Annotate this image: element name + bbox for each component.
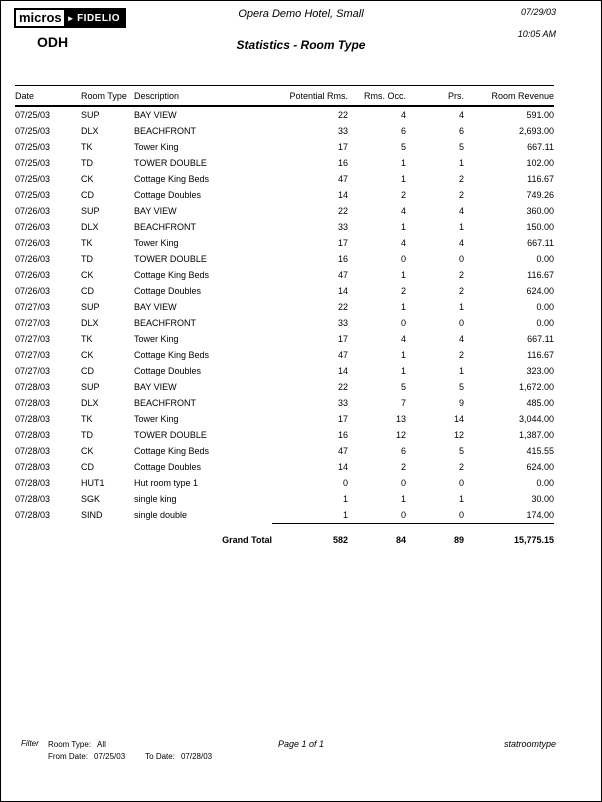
- table-cell: 0.00: [536, 478, 554, 488]
- hotel-name: Opera Demo Hotel, Small: [238, 8, 364, 20]
- page-number: Page 1 of 1: [277, 739, 325, 749]
- filter-label: Filter: [21, 739, 39, 748]
- table-cell: 07/27/03: [15, 302, 51, 312]
- table-row: [15, 411, 554, 427]
- table-row: [15, 363, 554, 379]
- table-row: [15, 347, 554, 363]
- table-cell: BAY VIEW: [134, 206, 177, 216]
- table-cell: 0: [458, 478, 464, 488]
- table-cell: 6: [400, 126, 406, 136]
- table-cell: 1,387.00: [518, 430, 554, 440]
- table-cell: CK: [81, 446, 94, 456]
- table-cell: 07/26/03: [15, 286, 51, 296]
- table-row: [15, 299, 554, 315]
- table-cell: 667.11: [527, 334, 554, 344]
- table-cell: 16: [337, 430, 348, 440]
- table-cell: 07/28/03: [15, 430, 51, 440]
- arrow-icon: ►: [66, 13, 76, 23]
- table-cell: 07/25/03: [15, 110, 51, 120]
- table-cell: 07/26/03: [15, 222, 51, 232]
- table-cell: 624.00: [526, 462, 554, 472]
- table-cell: CD: [81, 190, 94, 200]
- table-cell: 2: [458, 174, 464, 184]
- table-cell: 1: [400, 366, 406, 376]
- table-cell: 624.00: [526, 286, 554, 296]
- table-row: [15, 427, 554, 443]
- table-cell: Cottage Doubles: [134, 366, 202, 376]
- table-cell: 1: [458, 302, 464, 312]
- table-cell: 1: [342, 494, 348, 504]
- table-cell: 116.67: [527, 270, 554, 280]
- table-cell: 07/28/03: [15, 414, 51, 424]
- table-cell: BEACHFRONT: [134, 318, 197, 328]
- table-row: [15, 106, 554, 123]
- table-cell: CD: [81, 462, 94, 472]
- table-row: [15, 155, 554, 171]
- table-cell: 07/27/03: [15, 334, 51, 344]
- table-cell: 07/28/03: [15, 478, 51, 488]
- table-cell: 5: [400, 382, 406, 392]
- table-cell: 150.00: [526, 222, 554, 232]
- table-cell: 07/28/03: [15, 398, 51, 408]
- from-date-value: 07/25/03: [94, 752, 126, 761]
- table-cell: 0: [400, 478, 406, 488]
- to-date-value: 07/28/03: [180, 752, 213, 761]
- table-cell: 16: [337, 158, 348, 168]
- table-cell: 7: [400, 398, 406, 408]
- table-cell: 1: [400, 302, 406, 312]
- table-cell: 4: [400, 206, 406, 216]
- table-cell: 14: [337, 190, 348, 200]
- table-cell: CK: [81, 270, 94, 280]
- table-cell: 17: [337, 414, 348, 424]
- table-cell: Tower King: [134, 334, 179, 344]
- table-cell: 2: [458, 462, 464, 472]
- table-cell: 1: [342, 510, 348, 520]
- table-cell: 0: [400, 510, 406, 520]
- table-cell: 47: [337, 350, 348, 360]
- table-cell: 9: [458, 398, 464, 408]
- table-cell: 1: [458, 494, 464, 504]
- table-cell: 667.11: [527, 142, 554, 152]
- table-cell: Tower King: [134, 142, 179, 152]
- table-cell: HUT1: [81, 478, 105, 488]
- table-cell: 17: [337, 334, 348, 344]
- table-row: [15, 283, 554, 299]
- table-cell: 485.00: [526, 398, 554, 408]
- grand-total-row: [15, 524, 554, 553]
- table-row: [15, 475, 554, 491]
- table-cell: 749.26: [526, 190, 554, 200]
- table-cell: 6: [458, 126, 464, 136]
- table-cell: single king: [134, 494, 177, 504]
- table-cell: 5: [458, 446, 464, 456]
- column-header: Room Type: [81, 86, 134, 107]
- micros-logo-text: micros: [14, 8, 66, 28]
- column-header: Prs.: [406, 86, 464, 107]
- table-cell: 07/28/03: [15, 462, 51, 472]
- table-cell: Cottage Doubles: [134, 190, 202, 200]
- table-cell: 0: [458, 318, 464, 328]
- table-row: [15, 123, 554, 139]
- table-cell: 0: [458, 254, 464, 264]
- table-cell: 22: [337, 302, 348, 312]
- table-cell: 14: [337, 286, 348, 296]
- table-cell: 14: [337, 462, 348, 472]
- room-type-filter-value: All: [96, 740, 106, 749]
- table-cell: BEACHFRONT: [134, 126, 197, 136]
- table-cell: TK: [81, 142, 93, 152]
- table-cell: 07/28/03: [15, 446, 51, 456]
- table-cell: TOWER DOUBLE: [134, 430, 207, 440]
- table-cell: 174.00: [526, 510, 554, 520]
- column-header: Potential Rms.: [272, 86, 348, 107]
- table-cell: 2: [458, 286, 464, 296]
- table-cell: 2: [458, 190, 464, 200]
- table-cell: 14: [453, 414, 464, 424]
- table-cell: 47: [337, 270, 348, 280]
- statistics-table: [15, 85, 554, 552]
- table-row: [15, 331, 554, 347]
- table-cell: 3,044.00: [518, 414, 554, 424]
- table-cell: BEACHFRONT: [134, 222, 197, 232]
- table-cell: SUP: [81, 302, 100, 312]
- table-cell: 22: [337, 206, 348, 216]
- table-cell: SUP: [81, 110, 100, 120]
- table-cell: 07/27/03: [15, 318, 51, 328]
- table-cell: 1: [458, 222, 464, 232]
- grand-total-prs: 89: [406, 524, 464, 553]
- table-cell: 4: [400, 110, 406, 120]
- table-cell: 07/28/03: [15, 382, 51, 392]
- table-row: [15, 187, 554, 203]
- table-cell: 1,672.00: [518, 382, 554, 392]
- table-cell: 4: [458, 334, 464, 344]
- table-cell: 116.67: [527, 174, 554, 184]
- table-row: [15, 491, 554, 507]
- table-cell: 1: [400, 494, 406, 504]
- grand-total-potential-rms: 582: [272, 524, 348, 553]
- table-row: [15, 459, 554, 475]
- table-cell: 22: [337, 110, 348, 120]
- table-cell: 2: [458, 270, 464, 280]
- table-cell: 2: [400, 286, 406, 296]
- table-cell: Cottage King Beds: [134, 350, 210, 360]
- table-cell: 07/26/03: [15, 270, 51, 280]
- table-cell: 47: [337, 446, 348, 456]
- table-cell: 4: [458, 238, 464, 248]
- table-cell: 17: [337, 142, 348, 152]
- table-cell: CK: [81, 350, 94, 360]
- table-cell: BAY VIEW: [134, 110, 177, 120]
- print-time: 10:05 AM: [517, 29, 556, 39]
- table-cell: DLX: [81, 398, 99, 408]
- table-cell: TD: [81, 430, 93, 440]
- table-cell: SUP: [81, 382, 100, 392]
- table-cell: 1: [400, 270, 406, 280]
- table-cell: 415.55: [526, 446, 554, 456]
- table-cell: 4: [400, 238, 406, 248]
- table-cell: 16: [337, 254, 348, 264]
- table-row: [15, 379, 554, 395]
- table-cell: 0: [342, 478, 348, 488]
- table-cell: CK: [81, 174, 94, 184]
- table-cell: 0.00: [536, 302, 554, 312]
- table-cell: TK: [81, 334, 93, 344]
- table-cell: single double: [134, 510, 188, 521]
- table-cell: 07/26/03: [15, 254, 51, 264]
- table-cell: 102.00: [526, 158, 554, 168]
- table-cell: 1: [400, 158, 406, 168]
- table-cell: Cottage King Beds: [134, 270, 210, 280]
- table-cell: 30.00: [531, 494, 554, 504]
- grand-total-room-revenue: 15,775.15: [464, 524, 554, 553]
- table-cell: 07/28/03: [15, 510, 51, 521]
- table-cell: TD: [81, 254, 93, 264]
- table-cell: SGK: [81, 494, 101, 504]
- table-cell: 5: [458, 382, 464, 392]
- table-cell: 1: [458, 158, 464, 168]
- table-cell: BAY VIEW: [134, 382, 177, 392]
- table-cell: 4: [458, 110, 464, 120]
- table-row: [15, 315, 554, 331]
- table-cell: 4: [400, 334, 406, 344]
- table-cell: DLX: [81, 318, 99, 328]
- table-row: [15, 203, 554, 219]
- table-cell: 667.11: [527, 238, 554, 248]
- table-cell: 2,693.00: [518, 126, 554, 136]
- table-cell: 1: [400, 350, 406, 360]
- table-cell: 12: [395, 430, 406, 440]
- fidelio-logo-text: FIDELIO: [77, 12, 121, 24]
- table-cell: SIND: [81, 510, 103, 521]
- grand-total-rms-occ: 84: [348, 524, 406, 553]
- table-cell: 13: [395, 414, 406, 424]
- table-cell: 0.00: [536, 254, 554, 264]
- table-cell: 22: [337, 382, 348, 392]
- table-cell: Cottage King Beds: [134, 174, 210, 184]
- table-cell: 07/26/03: [15, 238, 51, 248]
- table-cell: DLX: [81, 222, 99, 232]
- table-cell: 17: [337, 238, 348, 248]
- table-cell: SUP: [81, 206, 100, 216]
- table-cell: 0: [400, 318, 406, 328]
- to-date-label: To Date:: [145, 752, 175, 761]
- table-cell: Cottage King Beds: [134, 446, 210, 456]
- table-cell: 07/25/03: [15, 142, 51, 152]
- table-cell: 07/25/03: [15, 126, 51, 136]
- table-cell: 14: [337, 366, 348, 376]
- report-title: Statistics - Room Type: [236, 38, 366, 52]
- table-cell: 0: [458, 510, 464, 520]
- table-row: [15, 139, 554, 155]
- table-cell: 07/27/03: [15, 366, 51, 376]
- from-date-label: From Date:: [48, 752, 89, 761]
- table-cell: 1: [458, 366, 464, 376]
- table-row: [15, 507, 554, 524]
- print-date: 07/29/03: [520, 7, 556, 17]
- table-cell: Cottage Doubles: [134, 286, 202, 296]
- table-cell: 2: [400, 190, 406, 200]
- column-header: Description: [134, 86, 272, 107]
- table-cell: 0.00: [536, 318, 554, 328]
- table-cell: 33: [337, 126, 348, 136]
- table-cell: 07/26/03: [15, 206, 51, 216]
- table-cell: 5: [458, 142, 464, 152]
- table-cell: 5: [400, 142, 406, 152]
- table-cell: CD: [81, 286, 94, 296]
- table-row: [15, 219, 554, 235]
- table-body: [15, 106, 554, 524]
- table-cell: DLX: [81, 126, 99, 136]
- table-cell: Cottage Doubles: [134, 462, 202, 472]
- table-cell: Hut room type 1: [134, 478, 199, 488]
- table-cell: CD: [81, 366, 94, 376]
- table-cell: 591.00: [526, 110, 554, 120]
- table-cell: 07/28/03: [15, 494, 51, 504]
- table-cell: 33: [337, 222, 348, 232]
- grand-total-label: Grand Total: [222, 534, 272, 545]
- property-code: ODH: [37, 34, 69, 50]
- table-cell: TD: [81, 158, 93, 168]
- table-cell: 360.00: [526, 206, 554, 216]
- table-header-row: [15, 86, 554, 107]
- column-header: Rms. Occ.: [348, 86, 406, 107]
- table-row: [15, 235, 554, 251]
- table-cell: 1: [400, 222, 406, 232]
- table-cell: 1: [400, 174, 406, 184]
- table-row: [15, 267, 554, 283]
- filter-dates-line: [48, 751, 212, 763]
- room-type-filter-label: Room Type:: [48, 740, 91, 749]
- table-cell: TOWER DOUBLE: [134, 158, 207, 168]
- table-cell: 116.67: [527, 350, 554, 360]
- table-cell: TOWER DOUBLE: [134, 254, 207, 264]
- table-cell: 33: [337, 318, 348, 328]
- table-cell: 07/27/03: [15, 350, 51, 360]
- column-header: Room Revenue: [464, 86, 554, 107]
- report-code: statroomtype: [503, 739, 556, 749]
- table-cell: 33: [337, 398, 348, 408]
- table-row: [15, 395, 554, 411]
- table-cell: 12: [453, 430, 464, 440]
- table-cell: 4: [458, 206, 464, 216]
- table-cell: BAY VIEW: [134, 302, 177, 312]
- table-cell: Tower King: [134, 414, 179, 424]
- column-header: Date: [15, 86, 81, 107]
- table-cell: 6: [400, 446, 406, 456]
- table-cell: TK: [81, 414, 93, 424]
- table-cell: 47: [337, 174, 348, 184]
- table-cell: 07/25/03: [15, 158, 51, 168]
- table-cell: TK: [81, 238, 93, 248]
- table-cell: 0: [400, 254, 406, 264]
- table-cell: 2: [400, 462, 406, 472]
- table-cell: Tower King: [134, 238, 179, 248]
- table-row: [15, 443, 554, 459]
- table-cell: 2: [458, 350, 464, 360]
- table-row: [15, 251, 554, 267]
- table-cell: 07/25/03: [15, 174, 51, 184]
- table-cell: 323.00: [526, 366, 554, 376]
- table-cell: BEACHFRONT: [134, 398, 197, 408]
- table-row: [15, 171, 554, 187]
- table-cell: 07/25/03: [15, 190, 51, 200]
